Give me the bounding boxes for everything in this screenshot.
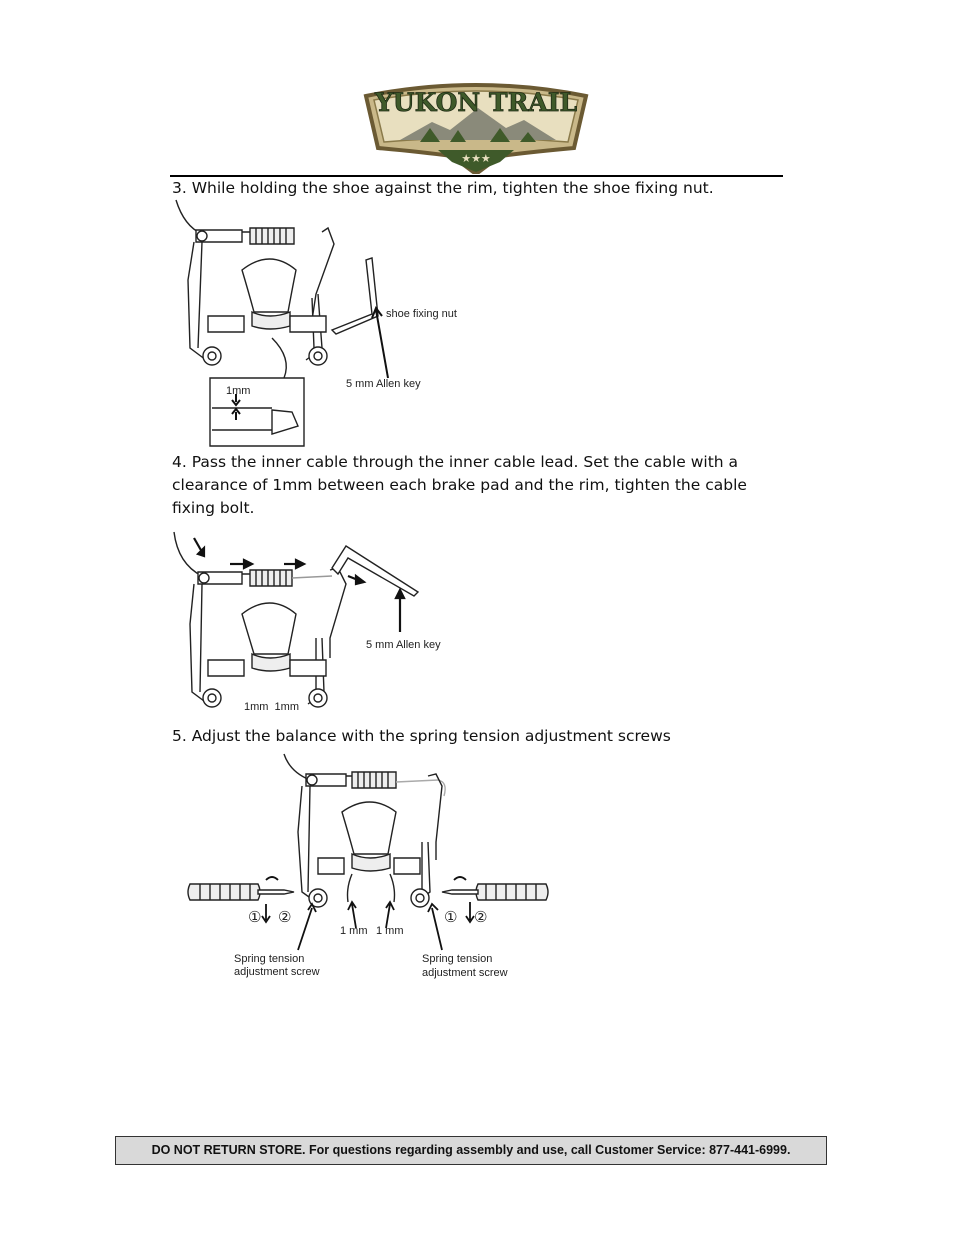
yukon-trail-logo [360, 78, 592, 174]
fig5-spring-left-2: adjustment screw [234, 966, 320, 978]
fig5-spring-right-1: Spring tension [422, 953, 493, 965]
step-4-text: 4. Pass the inner cable through the inner cable lead. Set the cable with a clearance of 1mm between each brake pad and the rim, tighten the cable fixing bolt. [172, 453, 747, 517]
footer-notice: DO NOT RETURN STORE. For questions regarding assembly and use, call Customer Service: 877-441-6999. [115, 1136, 827, 1165]
fig5-num1-right: ① [444, 908, 458, 926]
fig5-spring-left-1: Spring tension [234, 953, 305, 965]
fig3-label-gap: 1mm [226, 385, 251, 397]
fig5-gap-left: 1 mm [340, 925, 368, 937]
step-5-text: 5. Adjust the balance with the spring tension adjustment screws [172, 727, 671, 745]
fig5-num2-right: ② [474, 908, 488, 926]
fig3-label-key: 5 mm Allen key [346, 378, 421, 390]
fig4-label-key: 5 mm Allen key [366, 639, 441, 651]
logo-text: YUKON TRAIL [374, 88, 578, 117]
fig5-num2-left: ② [278, 908, 292, 926]
figure-cable-clearance [172, 528, 472, 716]
fig4-label-gap: 1mm 1mm [244, 701, 299, 713]
figure-shoe-fixing [172, 198, 472, 448]
fig5-gap-right: 1 mm [376, 925, 404, 937]
fig5-num1-left: ① [248, 908, 262, 926]
fig5-spring-right-2: adjustment screw [422, 967, 508, 979]
figure-spring-tension [186, 752, 556, 984]
step-3-text: 3. While holding the shoe against the rim, tighten the shoe fixing nut. [172, 179, 714, 197]
logo-stars: ★★★ [461, 152, 491, 165]
fig3-label-nut: shoe fixing nut [386, 308, 457, 320]
